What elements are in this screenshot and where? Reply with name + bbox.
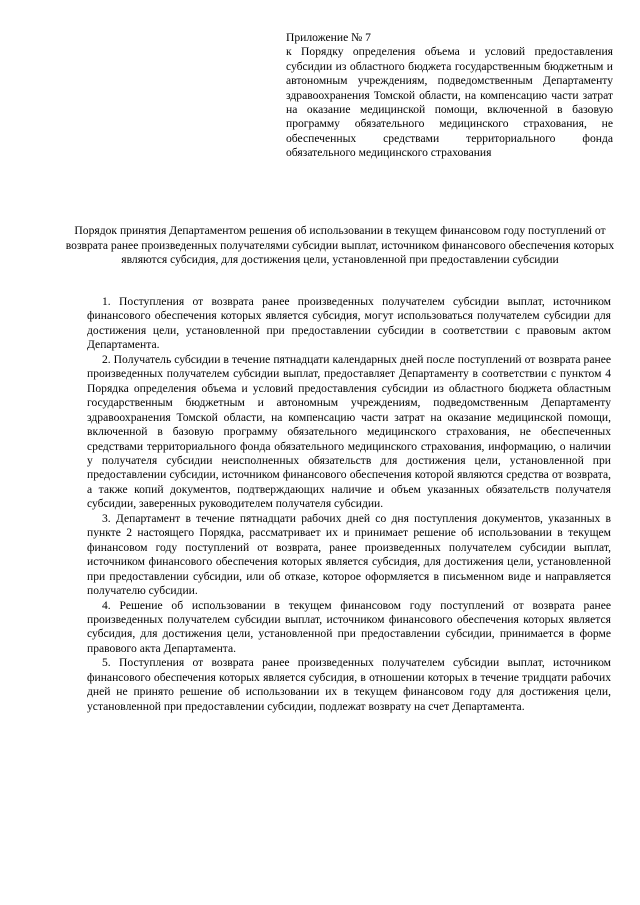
paragraph-3: 3. Департамент в течение пятнадцати рабочих дней со дня поступления документов, указанных в пункте 2 настоящего Порядка, рассматривает их и принимает решение об использовании в текущем финансовом году поступлений от возврата, ранее произведенных получателем субсидии выплат, источником финансового обеспечения которых является субсидия, для достижения цели, установленной при предоставлении субсидии, или об отказе, которое оформляется в письменном виде и направляется получателю субсидии.	[87, 511, 611, 598]
appendix-block	[286, 31, 613, 161]
paragraph-1: 1. Поступления от возврата ранее произведенных получателем субсидии выплат, источником финансового обеспечения которых является субсидия, могут использоваться получателем субсидии для достижения цели, установленной при предоставлении субсидии в соответствии с правовым актом Департамента.	[87, 295, 611, 352]
paragraph-2: 2. Получатель субсидии в течение пятнадцати календарных дней после поступлений от возврата ранее произведенных получателем субсидии выплат, предоставляет Департаменту в соответствии с пунктом 4 Порядка определения объема и условий предоставления субсидии из областного бюджета областным государственным бюджетным и автономным учреждениям, подведомственным Департаменту здравоохранения Томской области, на компенсацию части затрат на оказание медицинской помощи, включенной в базовую программу обязательного медицинского страхования, не обеспеченных средствами территориального фонда обязательного медицинского страхования, информацию, о наличии у получателя субсидии неисполненных обязательств для достижения цели, установленной при предоставлении субсидии, источником финансового обеспечения которой являются средства от возврата, а также копий документов, подтверждающих наличие и объем указанных обязательств получателя субсидии, заверенных руководителем получателя субсидии.	[87, 352, 611, 511]
paragraph-5: 5. Поступления от возврата ранее произведенных получателем субсидии выплат, источником финансового обеспечения которых является субсидия, в отношении которых в течение тридцати рабочих дней не принято решение об использовании их в текущем финансовом году для достижения цели, установленной при предоставлении субсидии, подлежат возврату на счет Департамента.	[87, 656, 611, 713]
appendix-heading: Приложение № 7	[286, 31, 371, 44]
document-body	[87, 295, 611, 714]
document-title: Порядок принятия Департаментом решения об использовании в текущем финансовом году поступлений от возврата ранее произведенных получателями субсидии выплат, источником финансового обеспечения которых являются субсидия, для достижения цели, установленной при предоставлении субсидии	[65, 224, 615, 267]
appendix-text: к Порядку определения объема и условий предоставления субсидии из областного бюджета государственным бюджетным и автономным учреждениям, подведомственным Департаменту здравоохранения Томской области, на компенсацию части затрат на оказание медицинской помощи, включенной в базовую программу обязательного медицинского страхования, не обеспеченных средствами территориального фонда обязательного медицинского страхования	[286, 45, 613, 160]
paragraph-4: 4. Решение об использовании в текущем финансовом году поступлений от возврата ранее произведенных получателем субсидии выплат, источником финансового обеспечения которых является субсидия, для достижения цели, установленной при предоставлении субсидии, принимается в форме правового акта Департамента.	[87, 598, 611, 655]
